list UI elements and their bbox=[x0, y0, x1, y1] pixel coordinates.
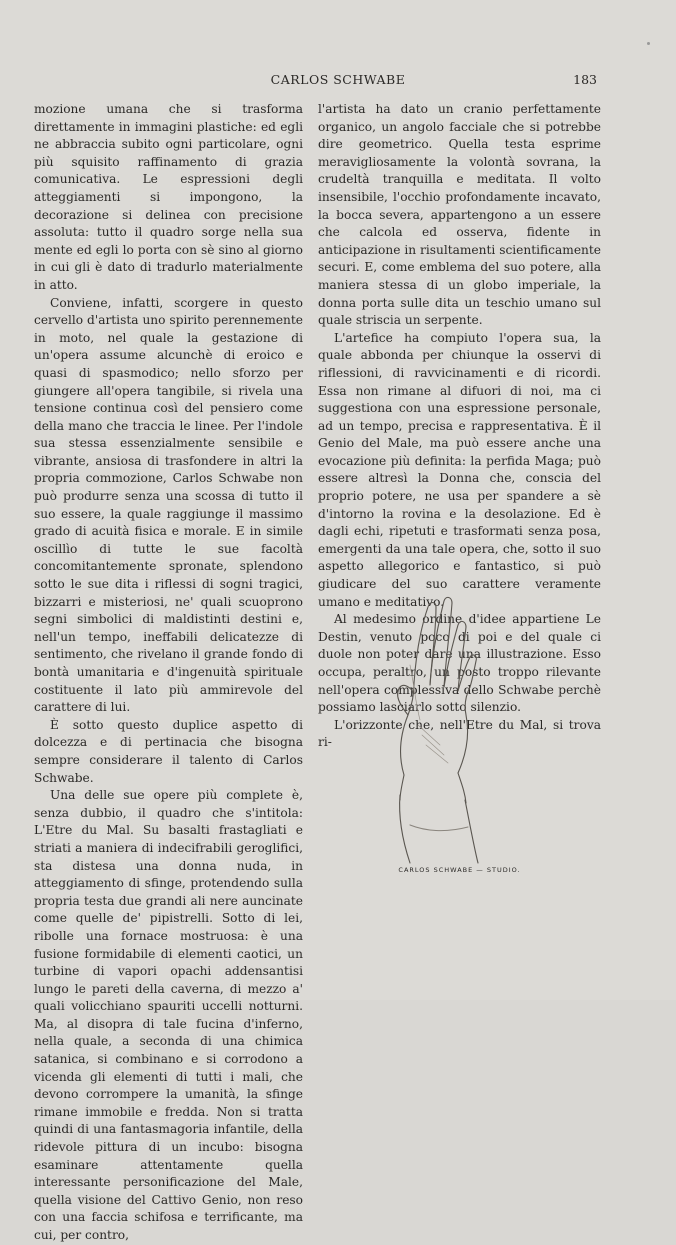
paragraph: mozione umana che si trasforma direttamente in immagini plastiche: ed egli ne abbraccia subito ogni particolare, ogni più squisito raffinamento di grazia comunicativa. Le espressioni degli atteggiamenti si impongono, la decorazione si delinea con precisione assoluta: tutto il quadro sorge nella sua mente ed egli lo porta con sè sino al giorno in cui gli è dato di tradurlo materialmente in atto. bbox=[34, 102, 303, 292]
paper-speck bbox=[647, 42, 650, 45]
paragraph: Una delle sue opere più complete è, senza dubbio, il quadro che s'intitola: L'Etre du Mal. Su basalti frastagliati e striati a maniera di indecifrabili geroglifici, sta distesa una donna nuda, in atteggiamento di sfinge, protendendo sulla propria testa due grandi ali nere auncinate come quelle de' pipistrelli. Sotto di lei, ribolle una fornace mostruosa: è una fusione formidabile di elementi caotici, un turbine di vapori opachi addensantisi lungo le pareti della caverna, di mezzo a' quali volicchiano spauriti uccelli notturni. Ma, al disopra di tale fucina d'inferno, nella quale, a seconda di una chimica satanica, si combinano e si corrodono a vicenda gli elementi di tutti i mali, che devono corrompere la umanità, la sfinge rimane immobile e fredda. Non si tratta quindi di una fantasmagoria infantile, della ridevole pittura di un incubo: bisogna esaminare attentamente quella interessante personificazione del Male, quella visione del Cattivo Genio, non reso con una faccia schifosa e terrificante, ma cui, per contro, bbox=[34, 788, 303, 1242]
figure-caption: CARLOS SCHWABE — STUDIO. bbox=[398, 866, 521, 874]
paragraph: L'orizzonte che, nell'Etre du Mal, si trova ri- bbox=[318, 717, 601, 750]
left-column bbox=[34, 101, 303, 1245]
paragraph: l'artista ha dato un cranio perfettamente organico, un angolo facciale che si potrebbe dire geometrico. Quella testa esprime meravigliosamente la volontà sovrana, la crudeltà tranquilla e meditata. Il volto insensibile, l'occhio profondamente incavato, la bocca severa, appartengono a un essere che calcola ed osserva, fidente in anticipazione in risultamenti scientificamente securi. E, come emblema del suo potere, alla maniera stessa di un globo imperiale, la donna porta sulle dita un teschio umano sul quale striscia un serpente. bbox=[318, 102, 601, 328]
running-title: CARLOS SCHWABE bbox=[270, 72, 406, 87]
page-number: 183 bbox=[573, 72, 597, 87]
hand-sketch-illustration bbox=[370, 595, 500, 865]
paragraph: Al medesimo ordine d'idee appartiene Le Destin, venuto poco di poi e del quale ci duole non poter dare una illustrazione. Esso occupa, peraltro, un posto troppo rilevante nell'opera complessiva dello Schwabe perchè possiamo lasciarlo sotto silenzio. bbox=[318, 612, 601, 715]
paragraph: È sotto questo duplice aspetto di dolcezza e di pertinacia che bisogna sempre considerare il talento di Carlos Schwabe. bbox=[34, 717, 303, 785]
paragraph: L'artefice ha compiuto l'opera sua, la quale abbonda per chiunque la osservi di riflessioni, di ravvicinamenti e di ricordi. Essa non rimane al difuori di noi, ma ci suggestiona con una espressione personale, ad un tempo, precisa e rappresentativa. È il Genio del Male, ma può essere anche una evocazione più definita: la perfida Maga; può essere altresì la Donna che, conscia del proprio potere, ne usa per spandere a sè d'intorno la rovina e la desolazione. Ed è dagli echi, ripetuti e trasformati senza posa, emergenti da una tale opera, che, sotto il suo aspetto allegorico e fantastico, si può giudicare del suo carattere veramente umano e meditativo. bbox=[318, 330, 601, 609]
paragraph: Conviene, infatti, scorgere in questo cervello d'artista uno spirito perennemente in moto, nel quale la gestazione di un'opera assume alcunchè di eroico e quasi di spasmodico; nello sforzo per giungere all'opera tangibile, si rivela una tensione continua così del pensiero come della mano che traccia le linee. Per l'indole sua stessa essenzialmente sensibile e vibrante, ansiosa di trasfondere in altri la propria commozione, Carlos Schwabe non può produrre senza una scossa di tutto il suo essere, la quale raggiunge il massimo grado di acuità fisica e morale. E in simile oscillìo di tutte le sue facoltà concomitantemente spronate, splendono sotto le sue dita i riflessi di sogni tragici, bizzarri e misteriosi, ne' quali scuoprono segni simbolici di maldistinti destini e, nell'un tempo, ineffabili delicatezze di sentimento, che rivelano il grande fondo di bontà umanitaria e d'ingenuità spirituale costituente il lato più ammirevole del carattere di lui. bbox=[34, 295, 303, 715]
